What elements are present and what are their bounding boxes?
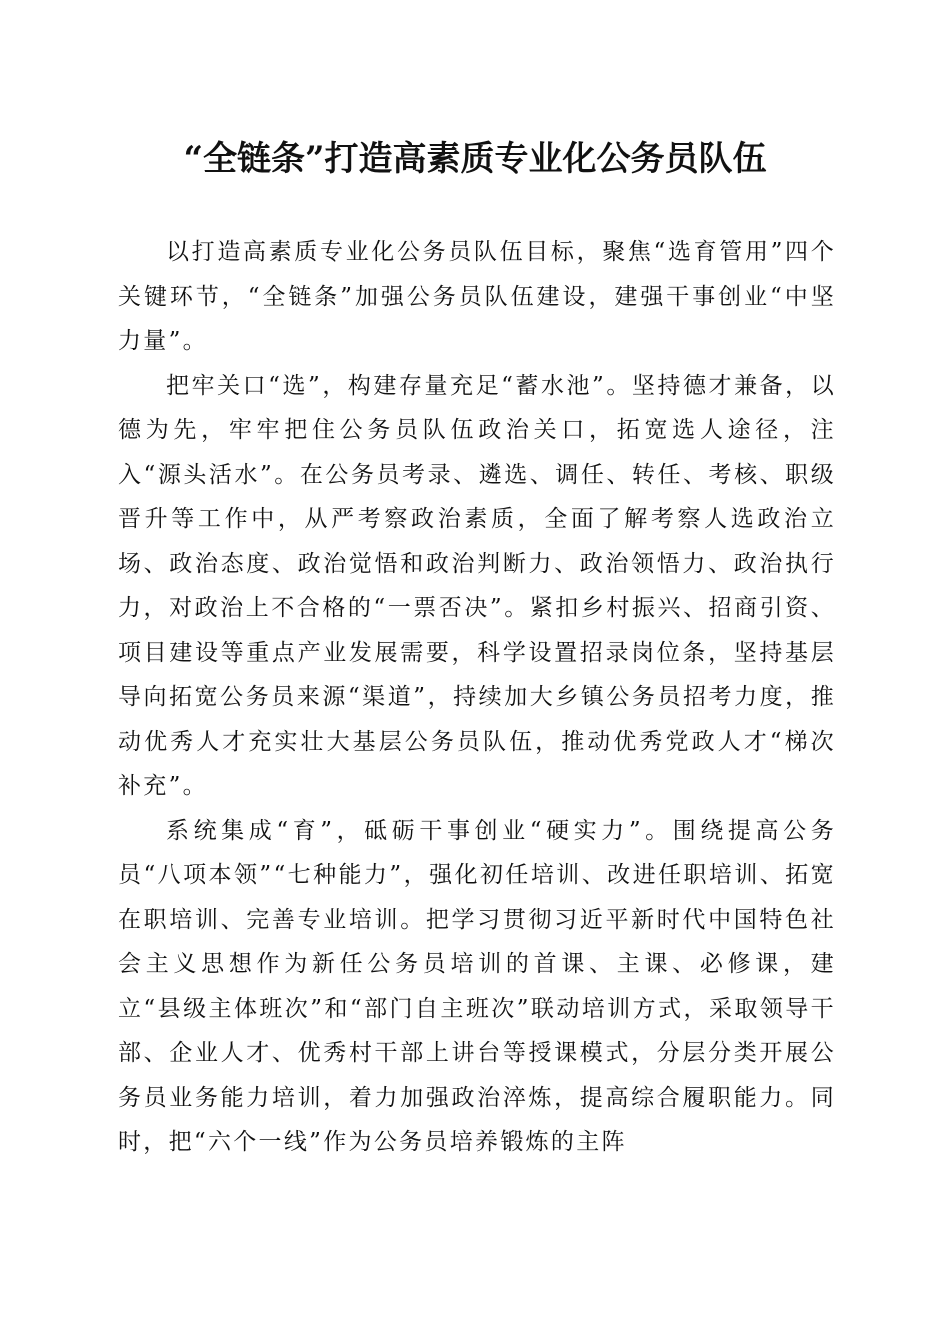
paragraph-intro: 以打造高素质专业化公务员队伍目标，聚焦“选育管用”四个关键环节，“全链条”加强公务员队伍建设，建强干事创业“中坚力量”。: [118, 239, 836, 354]
document-body: [118, 230, 836, 1165]
paragraph-training: 系统集成“育”，砥砺干事创业“硬实力”。围绕提高公务员“八项本领”“七种能力”，强化初任培训、改进任职培训、拓宽在职培训、完善专业培训。把学习贯彻习近平新时代中国特色社会主义思想作为新任公务员培训的首课、主课、必修课，建立“县级主体班次”和“部门自主班次”联动培训方式，采取领导干部、企业人才、优秀村干部上讲台等授课模式，分层分类开展公务员业务能力培训，着力加强政治淬炼，提高综合履职能力。同时，把“六个一线”作为公务员培养锻炼的主阵: [118, 817, 836, 1155]
document-title: “全链条”打造高素质专业化公务员队伍: [183, 139, 767, 179]
paragraph-selection: 把牢关口“选”，构建存量充足“蓄水池”。坚持德才兼备，以德为先，牢牢把住公务员队伍政治关口，拓宽选人途径，注入“源头活水”。在公务员考录、遴选、调任、转任、考核、职级晋升等工作中，从严考察政治素质，全面了解考察人选政治立场、政治态度、政治觉悟和政治判断力、政治领悟力、政治执行力，对政治上不合格的“一票否决”。紧扣乡村振兴、招商引资、项目建设等重点产业发展需要，科学设置招录岗位条，坚持基层导向拓宽公务员来源“渠道”，持续加大乡镇公务员招考力度，推动优秀人才充实壮大基层公务员队伍，推动优秀党政人才“梯次补充”。: [118, 372, 836, 799]
